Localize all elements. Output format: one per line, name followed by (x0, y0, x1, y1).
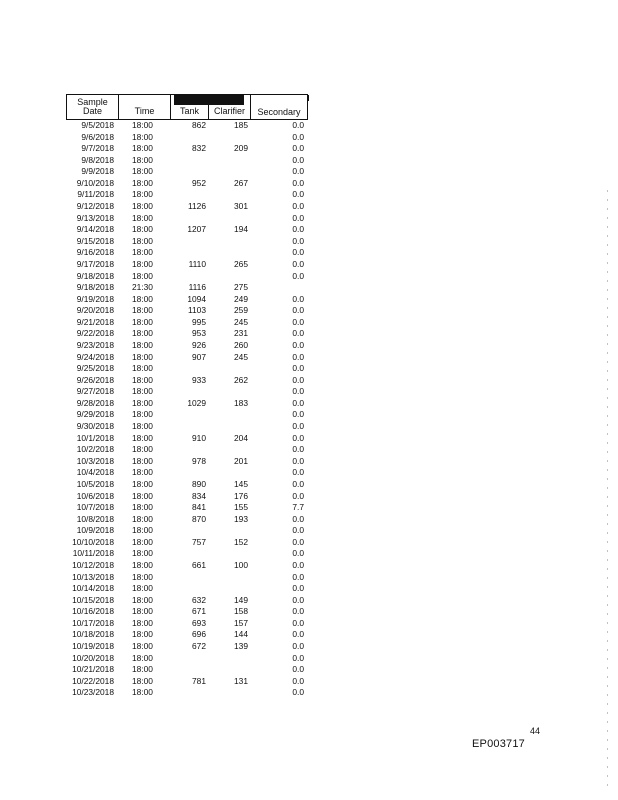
cell-date: 10/2/2018 (76, 444, 114, 455)
table-row (64, 525, 310, 537)
table-row (64, 224, 310, 236)
cell-secondary: 0.0 (292, 467, 304, 478)
table-row (64, 444, 310, 456)
header-tank: Tank (171, 95, 209, 119)
cell-time: 18:00 (132, 177, 153, 188)
cell-date: 9/21/2018 (76, 316, 114, 327)
cell-date: 10/3/2018 (76, 455, 114, 466)
cell-date: 9/19/2018 (76, 293, 114, 304)
cell-date: 9/16/2018 (76, 247, 114, 258)
cell-date: 10/21/2018 (72, 664, 114, 675)
cell-clarifier: 201 (234, 455, 248, 466)
cell-tank: 693 (192, 617, 206, 628)
cell-time: 18:00 (132, 166, 153, 177)
cell-date: 10/6/2018 (76, 490, 114, 501)
cell-date: 9/17/2018 (76, 258, 114, 269)
cell-secondary: 0.0 (292, 166, 304, 177)
cell-secondary: 0.0 (292, 386, 304, 397)
cell-time: 18:00 (132, 154, 153, 165)
cell-tank: 1029 (187, 397, 206, 408)
cell-secondary: 0.0 (292, 421, 304, 432)
cell-date: 10/12/2018 (72, 559, 114, 570)
cell-clarifier: 209 (234, 143, 248, 154)
cell-clarifier: 158 (234, 606, 248, 617)
cell-time: 18:00 (132, 212, 153, 223)
cell-secondary: 0.0 (292, 687, 304, 698)
table-row (64, 236, 310, 248)
cell-date: 10/10/2018 (72, 536, 114, 547)
cell-secondary: 0.0 (292, 664, 304, 675)
cell-date: 10/20/2018 (72, 652, 114, 663)
cell-time: 18:00 (132, 467, 153, 478)
cell-clarifier: 139 (234, 641, 248, 652)
table-row (64, 653, 310, 665)
table-row (64, 317, 310, 329)
cell-date: 9/5/2018 (81, 120, 114, 130)
cell-secondary: 0.0 (292, 629, 304, 640)
cell-clarifier: 265 (234, 258, 248, 269)
cell-tank: 926 (192, 339, 206, 350)
cell-clarifier: 267 (234, 177, 248, 188)
cell-clarifier: 152 (234, 536, 248, 547)
cell-clarifier: 260 (234, 339, 248, 350)
cell-clarifier: 231 (234, 328, 248, 339)
cell-date: 10/8/2018 (76, 513, 114, 524)
cell-secondary: 0.0 (292, 478, 304, 489)
cell-date: 10/11/2018 (72, 548, 114, 559)
cell-clarifier: 275 (234, 282, 248, 293)
header-sample-date (67, 95, 119, 119)
cell-time: 18:00 (132, 525, 153, 536)
cell-secondary: 0.0 (292, 131, 304, 142)
cell-secondary: 0.0 (292, 293, 304, 304)
cell-secondary: 0.0 (292, 224, 304, 235)
cell-secondary: 0.0 (292, 455, 304, 466)
cell-time: 18:00 (132, 664, 153, 675)
cell-date: 9/6/2018 (81, 131, 114, 142)
cell-secondary: 0.0 (292, 363, 304, 374)
cell-date: 9/28/2018 (76, 397, 114, 408)
table-row (64, 352, 310, 364)
cell-time: 18:00 (132, 548, 153, 559)
cell-time: 18:00 (132, 270, 153, 281)
cell-secondary: 0.0 (292, 409, 304, 420)
cell-time: 18:00 (132, 409, 153, 420)
cell-date: 9/10/2018 (76, 177, 114, 188)
cell-secondary: 0.0 (292, 339, 304, 350)
table-row (64, 386, 310, 398)
cell-secondary: 0.0 (292, 444, 304, 455)
cell-date: 9/25/2018 (76, 363, 114, 374)
table-row (64, 282, 310, 294)
cell-date: 10/4/2018 (76, 467, 114, 478)
table-row (64, 409, 310, 421)
cell-tank: 1116 (188, 282, 206, 293)
cell-clarifier: 155 (234, 502, 248, 513)
table-row (64, 189, 310, 201)
cell-clarifier: 204 (234, 432, 248, 443)
cell-date: 9/8/2018 (81, 154, 114, 165)
cell-time: 18:00 (132, 328, 153, 339)
table-row (64, 687, 310, 699)
table-row (64, 120, 310, 132)
cell-tank: 910 (192, 432, 206, 443)
cell-clarifier: 249 (234, 293, 248, 304)
cell-secondary: 0.0 (292, 583, 304, 594)
table-row (64, 629, 310, 641)
table-row (64, 271, 310, 283)
cell-secondary: 0.0 (292, 258, 304, 269)
cell-tank: 672 (192, 641, 206, 652)
table-row (64, 548, 310, 560)
table-row (64, 294, 310, 306)
cell-time: 18:00 (132, 143, 153, 154)
cell-tank: 781 (192, 675, 206, 686)
cell-time: 18:00 (132, 629, 153, 640)
table-row (64, 502, 310, 514)
cell-tank: 832 (192, 143, 206, 154)
cell-time: 18:00 (132, 258, 153, 269)
header-sample-date-line1: Sample (77, 97, 108, 107)
cell-tank: 1207 (187, 224, 206, 235)
table-row (64, 213, 310, 225)
cell-tank: 671 (192, 606, 206, 617)
cell-clarifier: 131 (234, 675, 248, 686)
cell-date: 10/18/2018 (72, 629, 114, 640)
table-row (64, 479, 310, 491)
cell-time: 18:00 (132, 444, 153, 455)
cell-clarifier: 301 (234, 201, 248, 212)
header-clarifier: Clarifier (209, 95, 251, 119)
cell-date: 9/30/2018 (76, 421, 114, 432)
cell-date: 9/20/2018 (76, 305, 114, 316)
table-row (64, 514, 310, 526)
cell-secondary: 0.0 (292, 525, 304, 536)
cell-date: 10/16/2018 (72, 606, 114, 617)
cell-tank: 953 (192, 328, 206, 339)
cell-time: 18:00 (132, 513, 153, 524)
table-row (64, 375, 310, 387)
cell-date: 9/24/2018 (76, 351, 114, 362)
table-row (64, 155, 310, 167)
cell-time: 18:00 (132, 305, 153, 316)
cell-clarifier: 176 (234, 490, 248, 501)
cell-secondary: 0.0 (292, 328, 304, 339)
cell-date: 10/14/2018 (72, 583, 114, 594)
table-row (64, 398, 310, 410)
cell-clarifier: 245 (234, 351, 248, 362)
cell-time: 18:00 (132, 606, 153, 617)
cell-tank: 696 (192, 629, 206, 640)
cell-secondary: 0.0 (292, 189, 304, 200)
cell-date: 10/22/2018 (72, 675, 114, 686)
cell-time: 18:00 (132, 502, 153, 513)
table-row (64, 178, 310, 190)
header-sample-date-line2: Date (82, 106, 102, 116)
cell-date: 10/9/2018 (76, 525, 114, 536)
cell-secondary: 0.0 (292, 606, 304, 617)
cell-tank: 870 (192, 513, 206, 524)
table-header (66, 94, 308, 120)
cell-date: 9/7/2018 (81, 143, 114, 154)
cell-secondary: 7.7 (292, 502, 304, 513)
header-time: Time (119, 95, 171, 119)
cell-time: 18:00 (132, 120, 153, 130)
cell-date: 10/5/2018 (76, 478, 114, 489)
header-secondary: Secondary (257, 107, 301, 117)
cell-time: 18:00 (132, 247, 153, 258)
cell-date: 9/22/2018 (76, 328, 114, 339)
cell-secondary: 0.0 (292, 201, 304, 212)
cell-tank: 1103 (187, 305, 206, 316)
cell-secondary: 0.0 (292, 247, 304, 258)
table-body (64, 120, 310, 699)
cell-date: 9/23/2018 (76, 339, 114, 350)
cell-date: 10/13/2018 (72, 571, 114, 582)
cell-time: 18:00 (132, 594, 153, 605)
cell-secondary: 0.0 (292, 490, 304, 501)
cell-secondary: 0.0 (292, 143, 304, 154)
cell-secondary: 0.0 (292, 351, 304, 362)
cell-secondary: 0.0 (292, 559, 304, 570)
table-row (64, 560, 310, 572)
table-row (64, 456, 310, 468)
cell-time: 18:00 (132, 397, 153, 408)
cell-clarifier: 262 (234, 374, 248, 385)
cell-time: 18:00 (132, 131, 153, 142)
scan-edge-artifact (607, 190, 608, 790)
cell-clarifier: 100 (234, 559, 248, 570)
cell-date: 9/13/2018 (76, 212, 114, 223)
cell-tank: 757 (192, 536, 206, 547)
cell-secondary: 0.0 (292, 571, 304, 582)
cell-secondary: 0.0 (292, 212, 304, 223)
cell-tank: 1126 (187, 201, 206, 212)
cell-secondary: 0.0 (292, 270, 304, 281)
cell-tank: 890 (192, 478, 206, 489)
cell-tank: 933 (192, 374, 206, 385)
cell-date: 10/17/2018 (72, 617, 114, 628)
cell-time: 18:00 (132, 201, 153, 212)
page-number: 44 (530, 726, 541, 736)
cell-date: 10/1/2018 (76, 432, 114, 443)
table-row (64, 340, 310, 352)
cell-time: 18:00 (132, 559, 153, 570)
cell-time: 18:00 (132, 455, 153, 466)
cell-tank: 1110 (188, 258, 206, 269)
table-row (64, 166, 310, 178)
table-row (64, 537, 310, 549)
cell-time: 18:00 (132, 351, 153, 362)
cell-secondary: 0.0 (292, 641, 304, 652)
cell-secondary: 0.0 (292, 536, 304, 547)
cell-secondary: 0.0 (292, 397, 304, 408)
cell-tank: 952 (192, 177, 206, 188)
cell-date: 9/27/2018 (76, 386, 114, 397)
cell-time: 18:00 (132, 339, 153, 350)
cell-clarifier: 149 (234, 594, 248, 605)
table-row (64, 595, 310, 607)
table-row (64, 201, 310, 213)
cell-time: 18:00 (132, 652, 153, 663)
cell-time: 18:00 (132, 224, 153, 235)
cell-date: 10/19/2018 (72, 641, 114, 652)
cell-secondary: 0.0 (292, 432, 304, 443)
table-row (64, 328, 310, 340)
cell-secondary: 0.0 (292, 235, 304, 246)
header-corner-mark (307, 95, 309, 101)
cell-date: 9/18/2018 (76, 270, 114, 281)
cell-date: 9/18/2018 (76, 282, 114, 293)
table-row (64, 572, 310, 584)
cell-time: 18:00 (132, 571, 153, 582)
cell-time: 18:00 (132, 235, 153, 246)
table-row (64, 606, 310, 618)
cell-date: 9/12/2018 (76, 201, 114, 212)
cell-tank: 1094 (187, 293, 206, 304)
cell-time: 21:30 (132, 282, 153, 293)
cell-tank: 841 (192, 502, 206, 513)
table-row (64, 664, 310, 676)
table-row (64, 676, 310, 688)
cell-tank: 834 (192, 490, 206, 501)
cell-time: 18:00 (132, 675, 153, 686)
cell-secondary: 0.0 (292, 316, 304, 327)
cell-time: 18:00 (132, 478, 153, 489)
cell-clarifier: 193 (234, 513, 248, 524)
table-row (64, 247, 310, 259)
cell-clarifier: 145 (234, 478, 248, 489)
cell-secondary: 0.0 (292, 120, 304, 130)
cell-date: 10/7/2018 (76, 502, 114, 513)
cell-time: 18:00 (132, 421, 153, 432)
cell-clarifier: 245 (234, 316, 248, 327)
cell-secondary: 0.0 (292, 675, 304, 686)
cell-secondary: 0.0 (292, 594, 304, 605)
cell-date: 9/11/2018 (77, 189, 114, 200)
cell-time: 18:00 (132, 641, 153, 652)
cell-secondary: 0.0 (292, 617, 304, 628)
cell-date: 9/29/2018 (76, 409, 114, 420)
table-row (64, 467, 310, 479)
cell-time: 18:00 (132, 490, 153, 501)
cell-secondary: 0.0 (292, 652, 304, 663)
cell-time: 18:00 (132, 189, 153, 200)
cell-clarifier: 157 (234, 617, 248, 628)
cell-time: 18:00 (132, 316, 153, 327)
cell-secondary: 0.0 (292, 154, 304, 165)
cell-tank: 661 (192, 559, 206, 570)
table-row (64, 143, 310, 155)
cell-clarifier: 144 (234, 629, 248, 640)
table-row (64, 618, 310, 630)
cell-time: 18:00 (132, 432, 153, 443)
cell-time: 18:00 (132, 363, 153, 374)
cell-date: 9/15/2018 (76, 235, 114, 246)
cell-tank: 632 (192, 594, 206, 605)
cell-clarifier: 185 (234, 120, 248, 130)
cell-date: 10/15/2018 (72, 594, 114, 605)
table-row (64, 641, 310, 653)
cell-tank: 907 (192, 351, 206, 362)
cell-secondary: 0.0 (292, 305, 304, 316)
cell-secondary: 0.0 (292, 374, 304, 385)
cell-time: 18:00 (132, 536, 153, 547)
cell-time: 18:00 (132, 386, 153, 397)
cell-time: 18:00 (132, 687, 153, 698)
cell-date: 9/26/2018 (76, 374, 114, 385)
cell-date: 9/14/2018 (76, 224, 114, 235)
table-row (64, 305, 310, 317)
table-row (64, 433, 310, 445)
cell-secondary: 0.0 (292, 513, 304, 524)
table-row (64, 363, 310, 375)
cell-date: 10/23/2018 (72, 687, 114, 698)
cell-secondary: 0.0 (292, 177, 304, 188)
cell-date: 9/9/2018 (81, 166, 114, 177)
cell-tank: 862 (192, 120, 206, 130)
table-row (64, 259, 310, 271)
cell-clarifier: 194 (234, 224, 248, 235)
cell-clarifier: 183 (234, 397, 248, 408)
bates-number: EP003717 (472, 738, 525, 750)
cell-clarifier: 259 (234, 305, 248, 316)
table-row (64, 421, 310, 433)
table-row (64, 491, 310, 503)
table-row (64, 132, 310, 144)
cell-time: 18:00 (132, 583, 153, 594)
cell-tank: 978 (192, 455, 206, 466)
cell-tank: 995 (192, 316, 206, 327)
cell-time: 18:00 (132, 293, 153, 304)
cell-time: 18:00 (132, 374, 153, 385)
table-row (64, 583, 310, 595)
cell-time: 18:00 (132, 617, 153, 628)
cell-secondary: 0.0 (292, 548, 304, 559)
